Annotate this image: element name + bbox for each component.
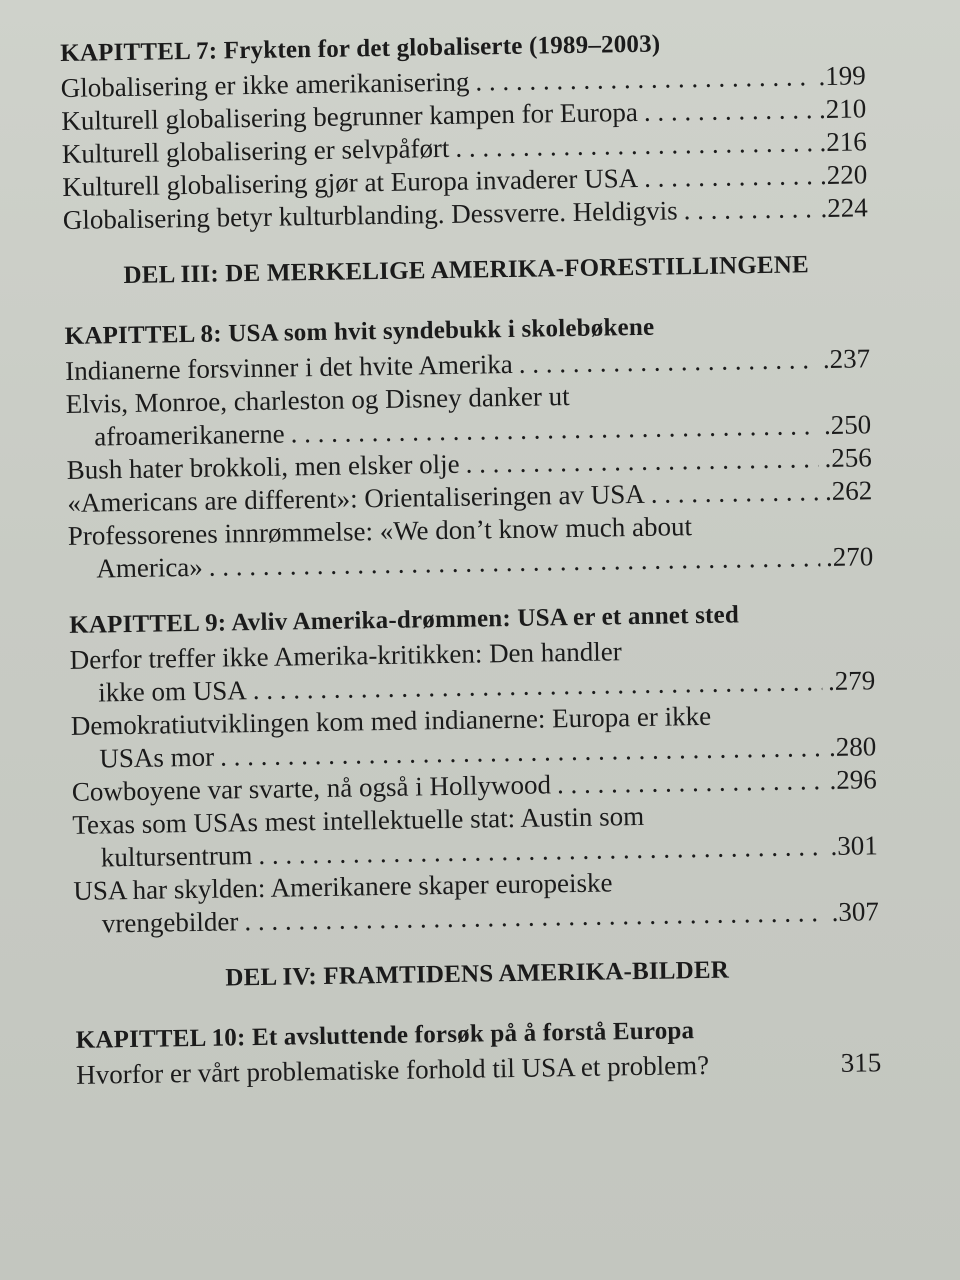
toc-entry[interactable] — [70, 631, 876, 710]
entry-title: Kulturell globalisering er selvpåført — [61, 132, 450, 169]
entry-title: Kulturell globalisering gjør at Europa invaderer USA — [62, 162, 639, 202]
entry-title: Kulturell globalisering begrunner kampen for Europa — [61, 96, 639, 136]
dot-leader — [683, 192, 814, 227]
entry-title: Globalisering betyr kulturblanding. Dessverre. Heldigvis — [62, 195, 678, 235]
dot-leader — [644, 159, 814, 195]
page-number: .237 — [822, 343, 871, 375]
chapter-heading: KAPITTEL 8: USA som hvit syndebukk i skolebøkene — [64, 313, 655, 350]
chapter-heading: KAPITTEL 7: Frykten for det globaliserte (1989–2003) — [60, 30, 661, 67]
table-of-contents — [60, 25, 882, 1116]
page-number: .307 — [831, 896, 880, 927]
dot-leader — [465, 442, 818, 481]
page-number: .224 — [820, 192, 868, 224]
dot-leader — [644, 93, 814, 129]
chapter-heading: KAPITTEL 10: Et avsluttende forsøk på å forstå Europa — [75, 1017, 695, 1054]
entry-title: «Americans are different»: Orientaliseringen av USA — [67, 478, 646, 518]
toc-entry[interactable] — [65, 375, 871, 454]
page-number: .280 — [828, 731, 877, 763]
entry-title: America» — [96, 551, 204, 584]
page-number: .220 — [819, 159, 868, 191]
chapter-section — [60, 25, 868, 237]
chapter-heading: KAPITTEL 9: Avliv Amerika-drømmen: USA er et annet sted — [69, 601, 740, 639]
entry-title: Indianerne forsvinner i det hvite Amerika — [64, 348, 514, 386]
toc-entry[interactable] — [73, 862, 879, 941]
page-number: .301 — [830, 830, 879, 861]
entry-title: Cowboyene var svarte, nå også i Hollywood — [71, 769, 552, 807]
page-number: .279 — [827, 665, 876, 697]
page-number: .256 — [824, 442, 872, 474]
entry-title-first-line: Texas som USAs mest intellektuelle stat: Austin som — [72, 800, 645, 840]
toc-entry[interactable] — [72, 796, 878, 875]
part-heading: DEL IV: FRAMTIDENS AMERIKA-BILDER — [225, 956, 730, 992]
page-number: .250 — [823, 409, 872, 441]
page-number: .296 — [829, 764, 877, 796]
part-heading: DEL III: DE MERKELIGE AMERIKA-FORESTILLINGENE — [123, 251, 810, 290]
entry-title: kultursentrum — [100, 840, 253, 873]
entry-title: Globalisering er ikke amerikanisering — [60, 66, 470, 103]
chapter-section — [64, 308, 873, 586]
page-number: .270 — [825, 541, 874, 573]
entry-title: USAs mor — [99, 741, 215, 774]
entry-title-first-line: Demokratiutviklingen kom med indianerne: Europa er ikke — [70, 700, 712, 741]
toc-entry[interactable] — [71, 697, 877, 776]
page-number: .210 — [818, 93, 867, 125]
entry-title-first-line: USA har skylden: Amerikanere skaper europeiske — [73, 867, 613, 906]
page-number: .216 — [819, 126, 867, 158]
dot-leader — [455, 126, 814, 165]
entry-title: Hvorfor er vårt problematiske forhold til USA et problem? — [76, 1049, 710, 1090]
toc-entry[interactable] — [68, 507, 874, 586]
dot-leader — [475, 60, 813, 98]
chapter-section — [69, 597, 879, 941]
entry-title-first-line: Elvis, Monroe, charleston og Disney danker ut — [65, 381, 570, 419]
entry-title: Bush hater brokkoli, men elsker olje — [66, 448, 460, 485]
entry-title: afroamerikanerne — [94, 418, 285, 452]
entry-title-first-line: Derfor treffer ikke Amerika-kritikken: Den handler — [69, 636, 622, 675]
dot-leader — [557, 764, 824, 801]
entry-title: vrengebilder — [101, 906, 239, 939]
page-number: 315 — [840, 1047, 882, 1078]
entry-title-first-line: Professorenes innrømmelse: «We don’t know much about — [67, 511, 693, 551]
page-number: .262 — [824, 475, 873, 507]
chapter-section — [76, 1012, 882, 1092]
page-number: .199 — [818, 60, 866, 92]
entry-title: ikke om USA — [98, 675, 248, 708]
dot-leader — [519, 343, 818, 381]
dot-leader — [651, 475, 820, 511]
